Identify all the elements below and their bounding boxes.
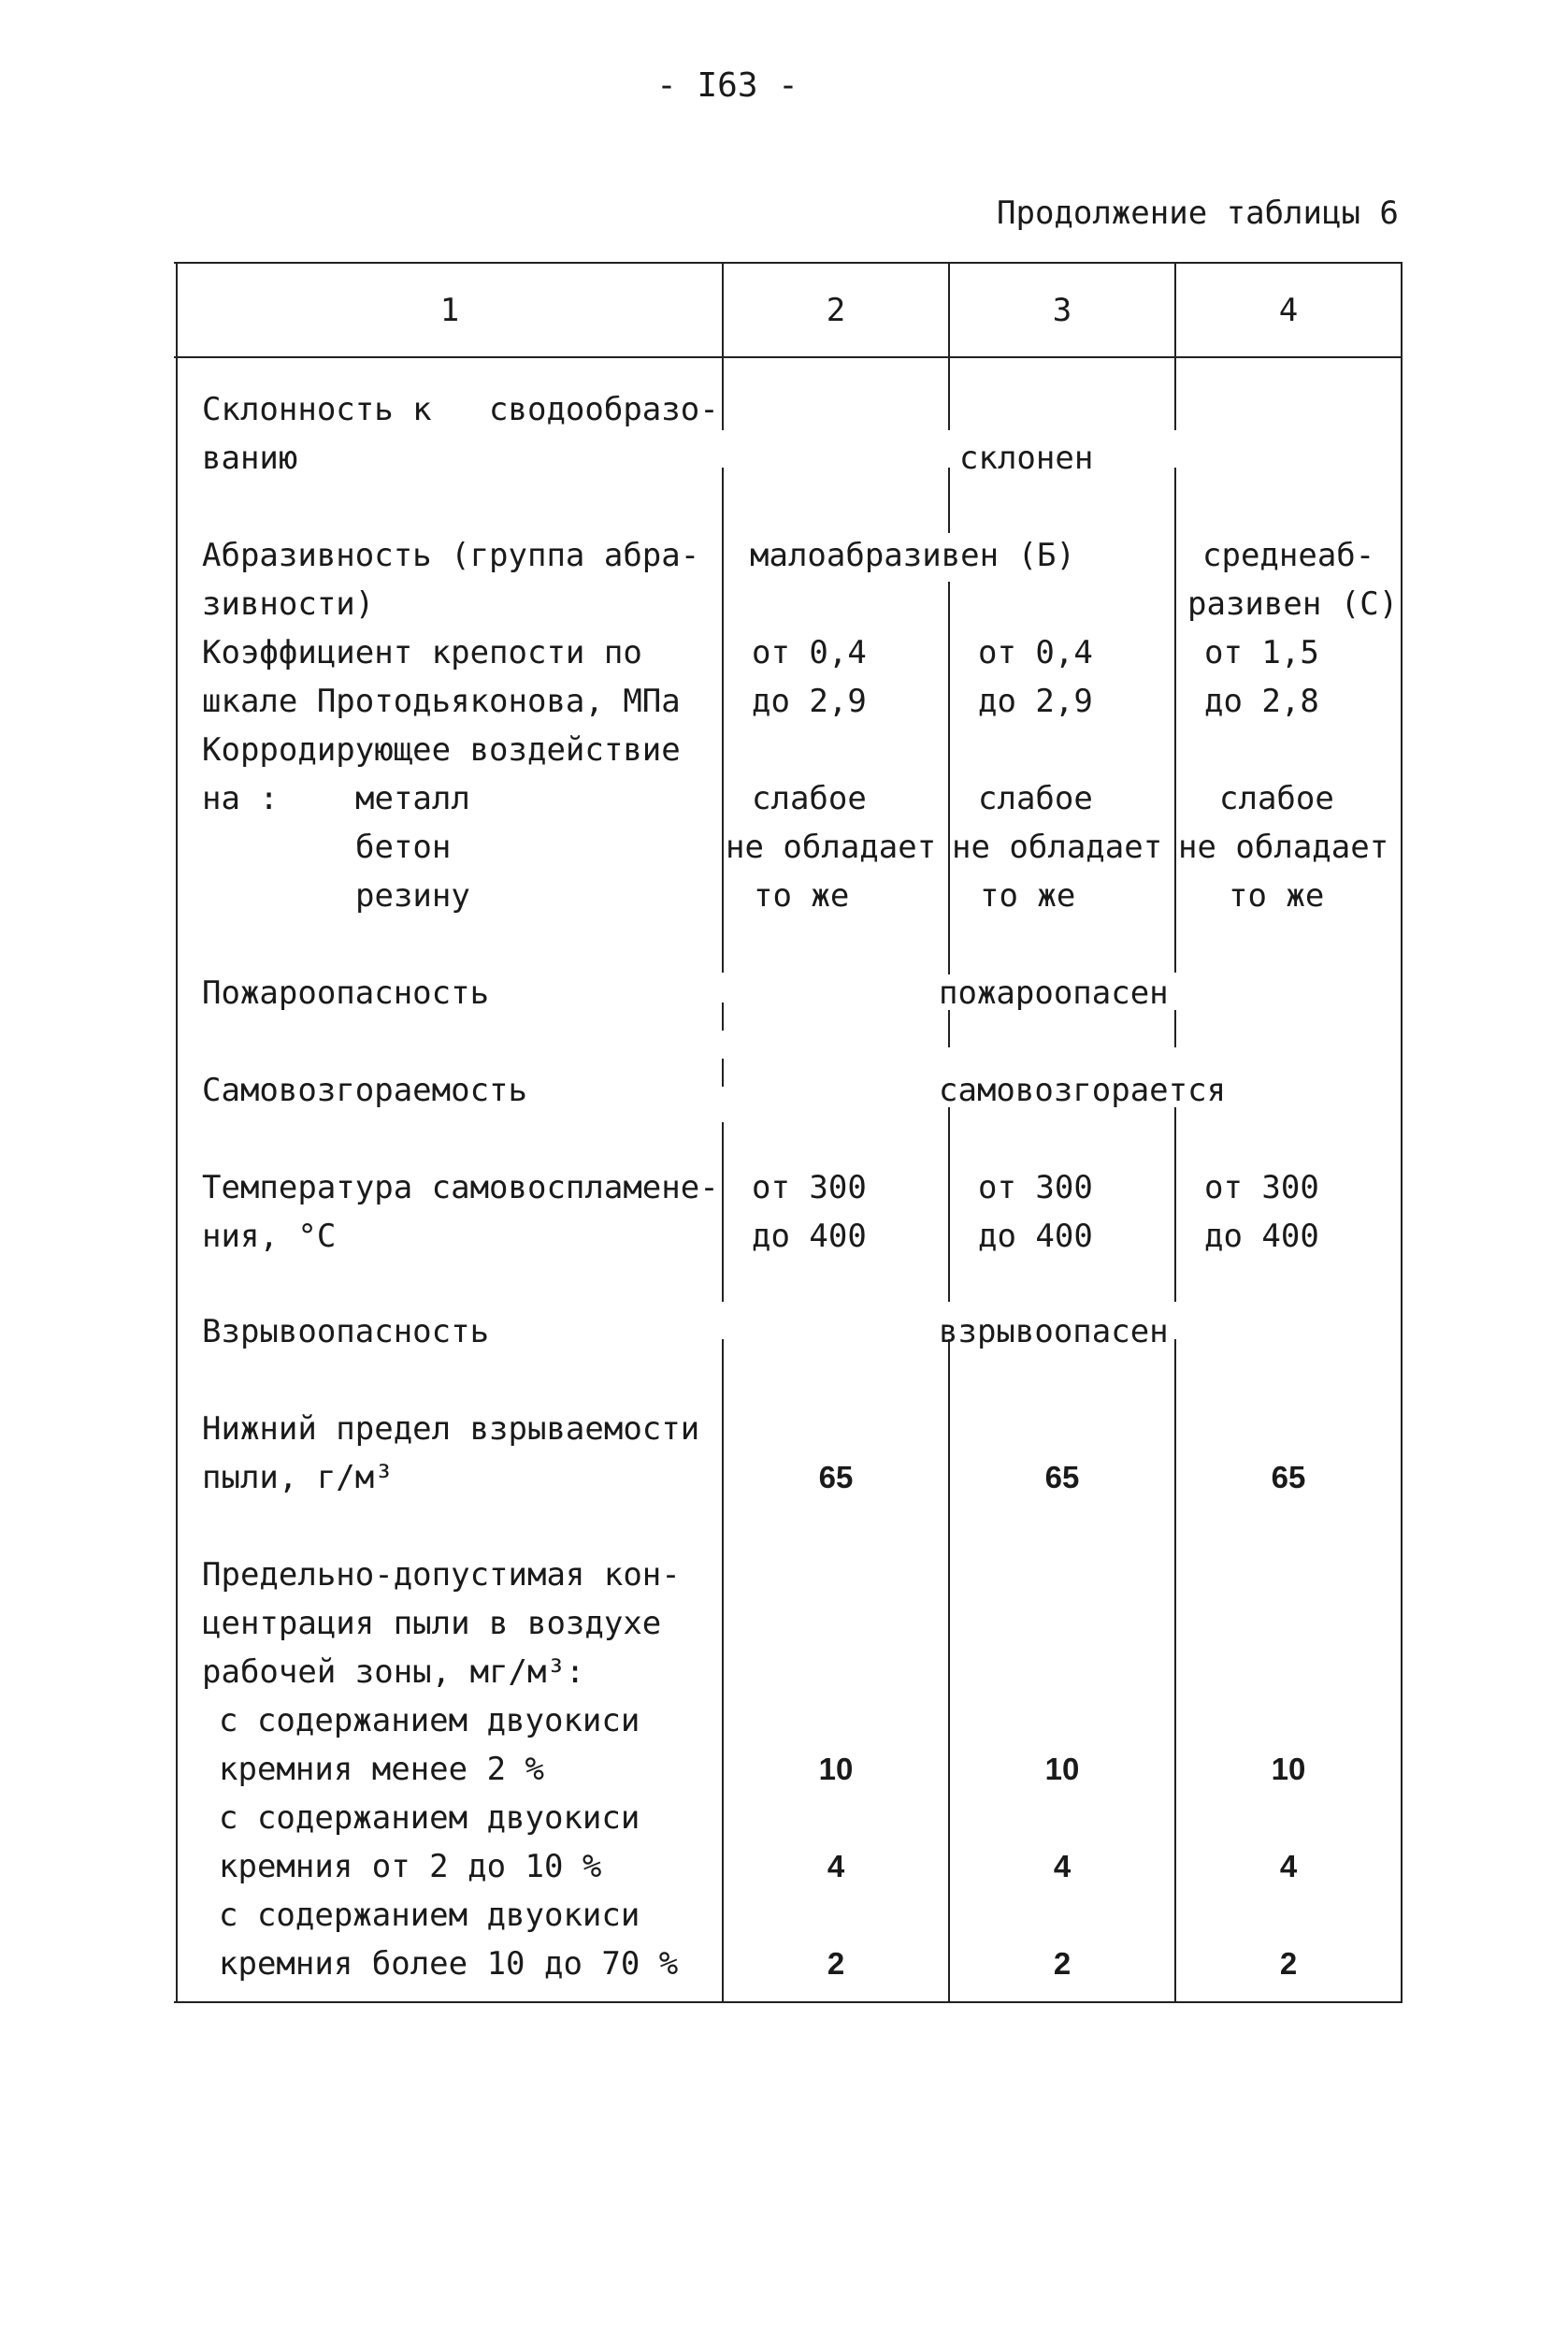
cell-col-2: 4 <box>827 1849 845 1883</box>
col-divider-1 <box>722 1339 724 2003</box>
page-number: - I63 - <box>656 66 798 105</box>
border-left <box>176 262 178 2003</box>
cell-col-3: слабое <box>978 780 1093 817</box>
row-label: на : <box>202 780 279 817</box>
row-sublabel: резину <box>355 877 470 915</box>
row-label: ванию <box>202 440 298 477</box>
row-label: Склонность к сводообразо- <box>202 391 719 428</box>
row-sublabel: с содержанием двуокиси <box>219 1897 640 1934</box>
cell-col-3: 65 <box>1044 1460 1080 1494</box>
cell-col-4: 10 <box>1271 1752 1306 1786</box>
cell-col-3: до 400 <box>978 1218 1093 1255</box>
cell-col-4: не обладает <box>1178 829 1389 866</box>
row-label: Коэффициент крепости по <box>202 634 642 671</box>
row-sublabel: кремния более 10 до 70 % <box>219 1945 679 1983</box>
col-divider-3 <box>1174 1339 1176 2003</box>
row-label: зивности) <box>202 585 375 623</box>
cell-col-4: то же <box>1229 877 1325 915</box>
cell-col-3: от 300 <box>978 1169 1093 1206</box>
row-sublabel: металл <box>355 780 470 817</box>
row-sublabel: с содержанием двуокиси <box>219 1799 640 1837</box>
col-divider-1 <box>722 1003 724 1031</box>
col-divider-2 <box>948 1339 950 2003</box>
cell-col-4: 65 <box>1271 1460 1306 1494</box>
row-label: Предельно-допустимая кон- <box>202 1556 681 1594</box>
cell-col-4: от 300 <box>1204 1169 1319 1206</box>
cell-col-2: 10 <box>818 1752 854 1786</box>
col-divider-3 <box>1174 1010 1176 1047</box>
row-sublabel: кремния менее 2 % <box>219 1751 544 1788</box>
cell-col-2: от 300 <box>752 1169 867 1206</box>
table-bottom-border <box>174 2001 1403 2003</box>
cell-col-4: среднеаб- <box>1202 537 1375 574</box>
col-divider-1 <box>722 1122 724 1302</box>
row-label: Нижний предел взрываемости <box>202 1410 700 1448</box>
cell-col-3: не обладает <box>952 829 1163 866</box>
row-label: шкале Протодьяконова, МПа <box>202 683 681 720</box>
col-divider-2 <box>948 1010 950 1047</box>
col-divider-3 <box>1174 1107 1176 1302</box>
row-label: пыли, г/м³ <box>202 1459 394 1496</box>
header-separator <box>174 356 1403 358</box>
row-label: ния, °С <box>202 1218 337 1255</box>
header-col-2: 2 <box>826 292 846 329</box>
cell-col-2: до 400 <box>752 1218 867 1255</box>
merged-cell: самовозгорается <box>939 1072 1227 1109</box>
col-divider-1 <box>722 262 724 430</box>
col-divider-3 <box>1174 468 1176 973</box>
cell-col-4: 4 <box>1279 1849 1298 1883</box>
cell-col-4: слабое <box>1219 780 1334 817</box>
header-col-3: 3 <box>1052 292 1072 329</box>
header-col-4: 4 <box>1278 292 1299 329</box>
col-divider-3 <box>1174 262 1176 430</box>
col-divider-2 <box>948 468 950 533</box>
row-label: Абразивность (группа абра- <box>202 537 700 574</box>
col-divider-2 <box>948 262 950 430</box>
cell-col-2: от 0,4 <box>752 634 867 671</box>
row-label: Корродирующее воздействие <box>202 731 681 769</box>
cell-col-2: 65 <box>818 1460 854 1494</box>
col-divider-1 <box>722 1059 724 1087</box>
row-label: Взрывоопасность <box>202 1313 490 1350</box>
cell-col-3: до 2,9 <box>978 683 1093 720</box>
row-label: центрация пыли в воздухе <box>202 1605 662 1642</box>
row-label: Температура самовоспламене- <box>202 1169 719 1206</box>
row-sublabel: бетон <box>355 829 452 866</box>
merged-cell: взрывоопасен <box>939 1313 1169 1350</box>
row-label: рабочей зоны, мг/м³: <box>202 1653 585 1691</box>
cell-col-3: 10 <box>1044 1752 1080 1786</box>
cell-col-4: 2 <box>1279 1946 1298 1981</box>
col-divider-1 <box>722 468 724 973</box>
col-divider-2 <box>948 1107 950 1302</box>
merged-cell: склонен <box>959 440 1094 477</box>
col-divider-2 <box>948 582 950 974</box>
table-caption: Продолжение таблицы 6 <box>997 195 1399 232</box>
row-sublabel: кремния от 2 до 10 % <box>219 1848 602 1885</box>
cell-col-2: то же <box>754 877 850 915</box>
row-label: Пожароопасность <box>202 974 490 1012</box>
cell-col-3: 4 <box>1053 1849 1072 1883</box>
cell-col-3: 2 <box>1053 1946 1072 1981</box>
cell-col-2: не обладает <box>726 829 937 866</box>
cell-col-3: от 0,4 <box>978 634 1093 671</box>
merged-cell: малоабразивен (Б) <box>750 537 1075 574</box>
cell-col-2: до 2,9 <box>752 683 867 720</box>
cell-col-2: 2 <box>827 1946 845 1981</box>
cell-col-4: разивен (С) <box>1187 585 1399 623</box>
cell-col-3: то же <box>980 877 1076 915</box>
header-col-1: 1 <box>439 292 460 329</box>
row-sublabel: с содержанием двуокиси <box>219 1702 640 1739</box>
cell-col-4: до 2,8 <box>1204 683 1319 720</box>
cell-col-4: от 1,5 <box>1204 634 1319 671</box>
cell-col-4: до 400 <box>1204 1218 1319 1255</box>
border-right <box>1401 262 1403 2003</box>
row-label: Самовозгораемость <box>202 1072 527 1109</box>
cell-col-2: слабое <box>752 780 867 817</box>
merged-cell: пожароопасен <box>939 974 1169 1012</box>
table-top-border <box>174 262 1403 264</box>
